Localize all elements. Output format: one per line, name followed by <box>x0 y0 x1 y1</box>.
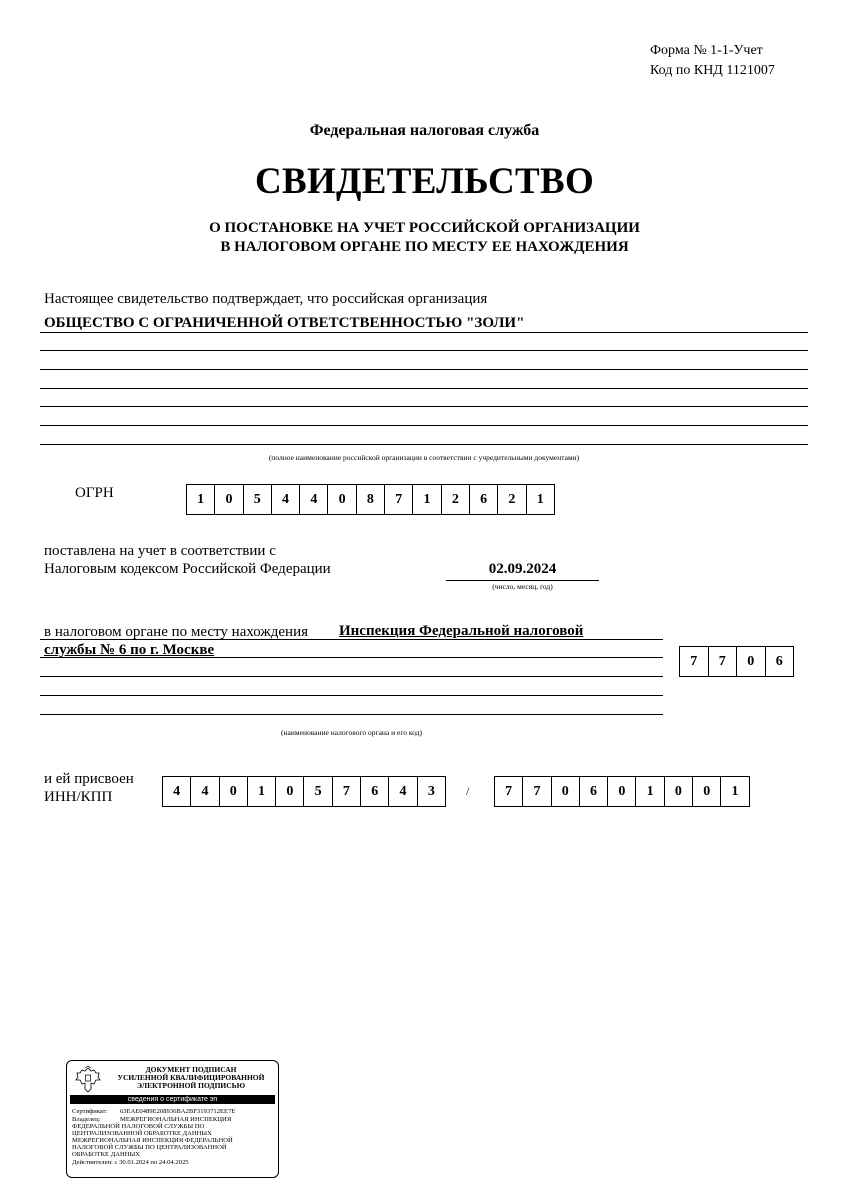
ogrn-digit: 1 <box>527 485 555 514</box>
org-name-caption: (полное наименование российской организации в соответствии с учредительными документами) <box>268 453 580 462</box>
document-title: СВИДЕТЕЛЬСТВО <box>254 161 595 202</box>
date-underline <box>446 580 599 581</box>
org-name-line-6 <box>40 425 808 426</box>
inn-kpp-label-line-1: и ей присвоен <box>44 771 134 787</box>
inn-digit: 0 <box>276 777 304 806</box>
inn-digit: 1 <box>248 777 276 806</box>
tax-code-digit: 7 <box>709 647 738 676</box>
registration-line-2: Налоговым кодексом Российской Федерации <box>44 561 331 577</box>
tax-code-digit: 6 <box>766 647 795 676</box>
tax-authority-line-2 <box>40 657 663 658</box>
stamp-heading-line-2: УСИЛЕННОЙ КВАЛИФИЦИРОВАННОЙ <box>117 1073 265 1082</box>
subtitle-line-1: О ПОСТАНОВКЕ НА УЧЕТ РОССИЙСКОЙ ОРГАНИЗАЦИИ <box>209 220 640 236</box>
registration-line-1: поставлена на учет в соответствии с <box>44 543 276 559</box>
inn-digit: 4 <box>163 777 191 806</box>
inn-boxes <box>162 776 446 807</box>
ogrn-digit: 0 <box>215 485 243 514</box>
inn-digit: 7 <box>333 777 361 806</box>
owner-line-4: МЕЖРЕГИОНАЛЬНАЯ ИНСПЕКЦИЯ ФЕДЕРАЛЬНОЙ <box>72 1137 233 1144</box>
tax-authority-line-4 <box>40 695 663 696</box>
tax-authority-line-3 <box>40 676 663 677</box>
ogrn-digit: 4 <box>272 485 300 514</box>
inn-digit: 4 <box>389 777 417 806</box>
inn-kpp-separator: / <box>466 784 470 798</box>
knd-code-line: Код по КНД 1121007 <box>650 63 775 78</box>
registration-text <box>44 542 331 578</box>
document-subtitle <box>0 219 849 257</box>
intro-text: Настоящее свидетельство подтверждает, что российская организация <box>44 291 488 307</box>
tax-authority-caption: (наименование налогового органа и его код) <box>281 728 422 737</box>
kpp-digit: 1 <box>636 777 664 806</box>
ogrn-digit: 6 <box>470 485 498 514</box>
owner-line-5: НАЛОГОВОЙ СЛУЖБЫ ПО ЦЕНТРАЛИЗОВАННОЙ <box>72 1144 227 1151</box>
kpp-digit: 7 <box>523 777 551 806</box>
form-number <box>650 41 775 81</box>
kpp-digit: 0 <box>665 777 693 806</box>
subtitle-line-2: В НАЛОГОВОМ ОРГАНЕ ПО МЕСТУ ЕЕ НАХОЖДЕНИЯ <box>220 239 629 255</box>
inn-digit: 6 <box>361 777 389 806</box>
ogrn-label: ОГРН <box>75 485 114 501</box>
kpp-digit: 0 <box>608 777 636 806</box>
inn-digit: 0 <box>220 777 248 806</box>
date-caption: (число, месяц, год) <box>492 582 553 591</box>
tax-authority-line-1 <box>40 639 663 640</box>
ogrn-digit: 8 <box>357 485 385 514</box>
org-name-line-4 <box>40 388 808 389</box>
ogrn-boxes <box>186 484 555 515</box>
kpp-digit: 0 <box>552 777 580 806</box>
organization-name: ОБЩЕСТВО С ОГРАНИЧЕННОЙ ОТВЕТСТВЕННОСТЬЮ "ЗОЛИ" <box>44 315 525 331</box>
tax-code-digit: 0 <box>737 647 766 676</box>
tax-authority-line-5 <box>40 714 663 715</box>
inn-kpp-label-line-2: ИНН/КПП <box>44 789 113 805</box>
issuing-authority: Федеральная налоговая служба <box>309 122 540 139</box>
org-name-line-3 <box>40 369 808 370</box>
owner-line-1: МЕЖРЕГИОНАЛЬНАЯ ИНСПЕКЦИЯ <box>120 1116 232 1123</box>
ogrn-digit: 1 <box>413 485 441 514</box>
certificate-label: Сертификат: <box>72 1108 108 1115</box>
inn-digit: 3 <box>418 777 446 806</box>
kpp-digit: 7 <box>495 777 523 806</box>
validity-period: Действителен: с 30.01.2024 по 24.04.2025 <box>72 1159 189 1166</box>
form-number-line: Форма № 1-1-Учет <box>650 43 763 58</box>
certificate-info-bar: сведения о сертификате эп <box>70 1095 275 1104</box>
certificate-value: 63EAE0489E208936BA2BF3193712EE7E <box>120 1108 236 1115</box>
org-name-line-2 <box>40 350 808 351</box>
double-headed-eagle-emblem-icon <box>73 1065 103 1095</box>
tax-authority-prefix: в налоговом органе по месту нахождения <box>44 624 309 640</box>
certificate-row <box>72 1108 277 1115</box>
owner-label: Владелец: <box>72 1116 101 1123</box>
org-name-line-1 <box>40 332 808 333</box>
owner-line-3: ЦЕНТРАЛИЗОВАННОЙ ОБРАБОТКЕ ДАННЫХ <box>72 1130 212 1137</box>
org-name-line-5 <box>40 406 808 407</box>
kpp-digit: 1 <box>721 777 749 806</box>
tax-authority-name-line-2: службы № 6 по г. Москве <box>44 642 215 658</box>
tax-code-digit: 7 <box>680 647 709 676</box>
stamp-heading-line-3: ЭЛЕКТРОННОЙ ПОДПИСЬЮ <box>136 1081 246 1090</box>
inn-digit: 5 <box>304 777 332 806</box>
kpp-digit: 6 <box>580 777 608 806</box>
org-name-line-7 <box>40 444 808 445</box>
registration-date: 02.09.2024 <box>488 561 557 577</box>
tax-authority-name-line-1: Инспекция Федеральной налоговой <box>339 623 584 639</box>
e-signature-stamp <box>66 1060 279 1178</box>
owner-line-2: ФЕДЕРАЛЬНОЙ НАЛОГОВОЙ СЛУЖБЫ ПО <box>72 1123 205 1130</box>
stamp-heading <box>105 1066 277 1090</box>
ogrn-digit: 7 <box>385 485 413 514</box>
inn-kpp-label <box>44 770 134 806</box>
inn-digit: 4 <box>191 777 219 806</box>
ogrn-digit: 1 <box>187 485 215 514</box>
ogrn-digit: 4 <box>300 485 328 514</box>
ogrn-digit: 5 <box>244 485 272 514</box>
ogrn-digit: 2 <box>442 485 470 514</box>
ogrn-digit: 2 <box>498 485 526 514</box>
kpp-digit: 0 <box>693 777 721 806</box>
ogrn-digit: 0 <box>328 485 356 514</box>
stamp-heading-line-1: ДОКУМЕНТ ПОДПИСАН <box>145 1065 237 1074</box>
owner-line-6: ОБРАБОТКЕ ДАННЫХ <box>72 1151 141 1158</box>
kpp-boxes <box>494 776 750 807</box>
tax-authority-code-boxes <box>679 646 794 677</box>
